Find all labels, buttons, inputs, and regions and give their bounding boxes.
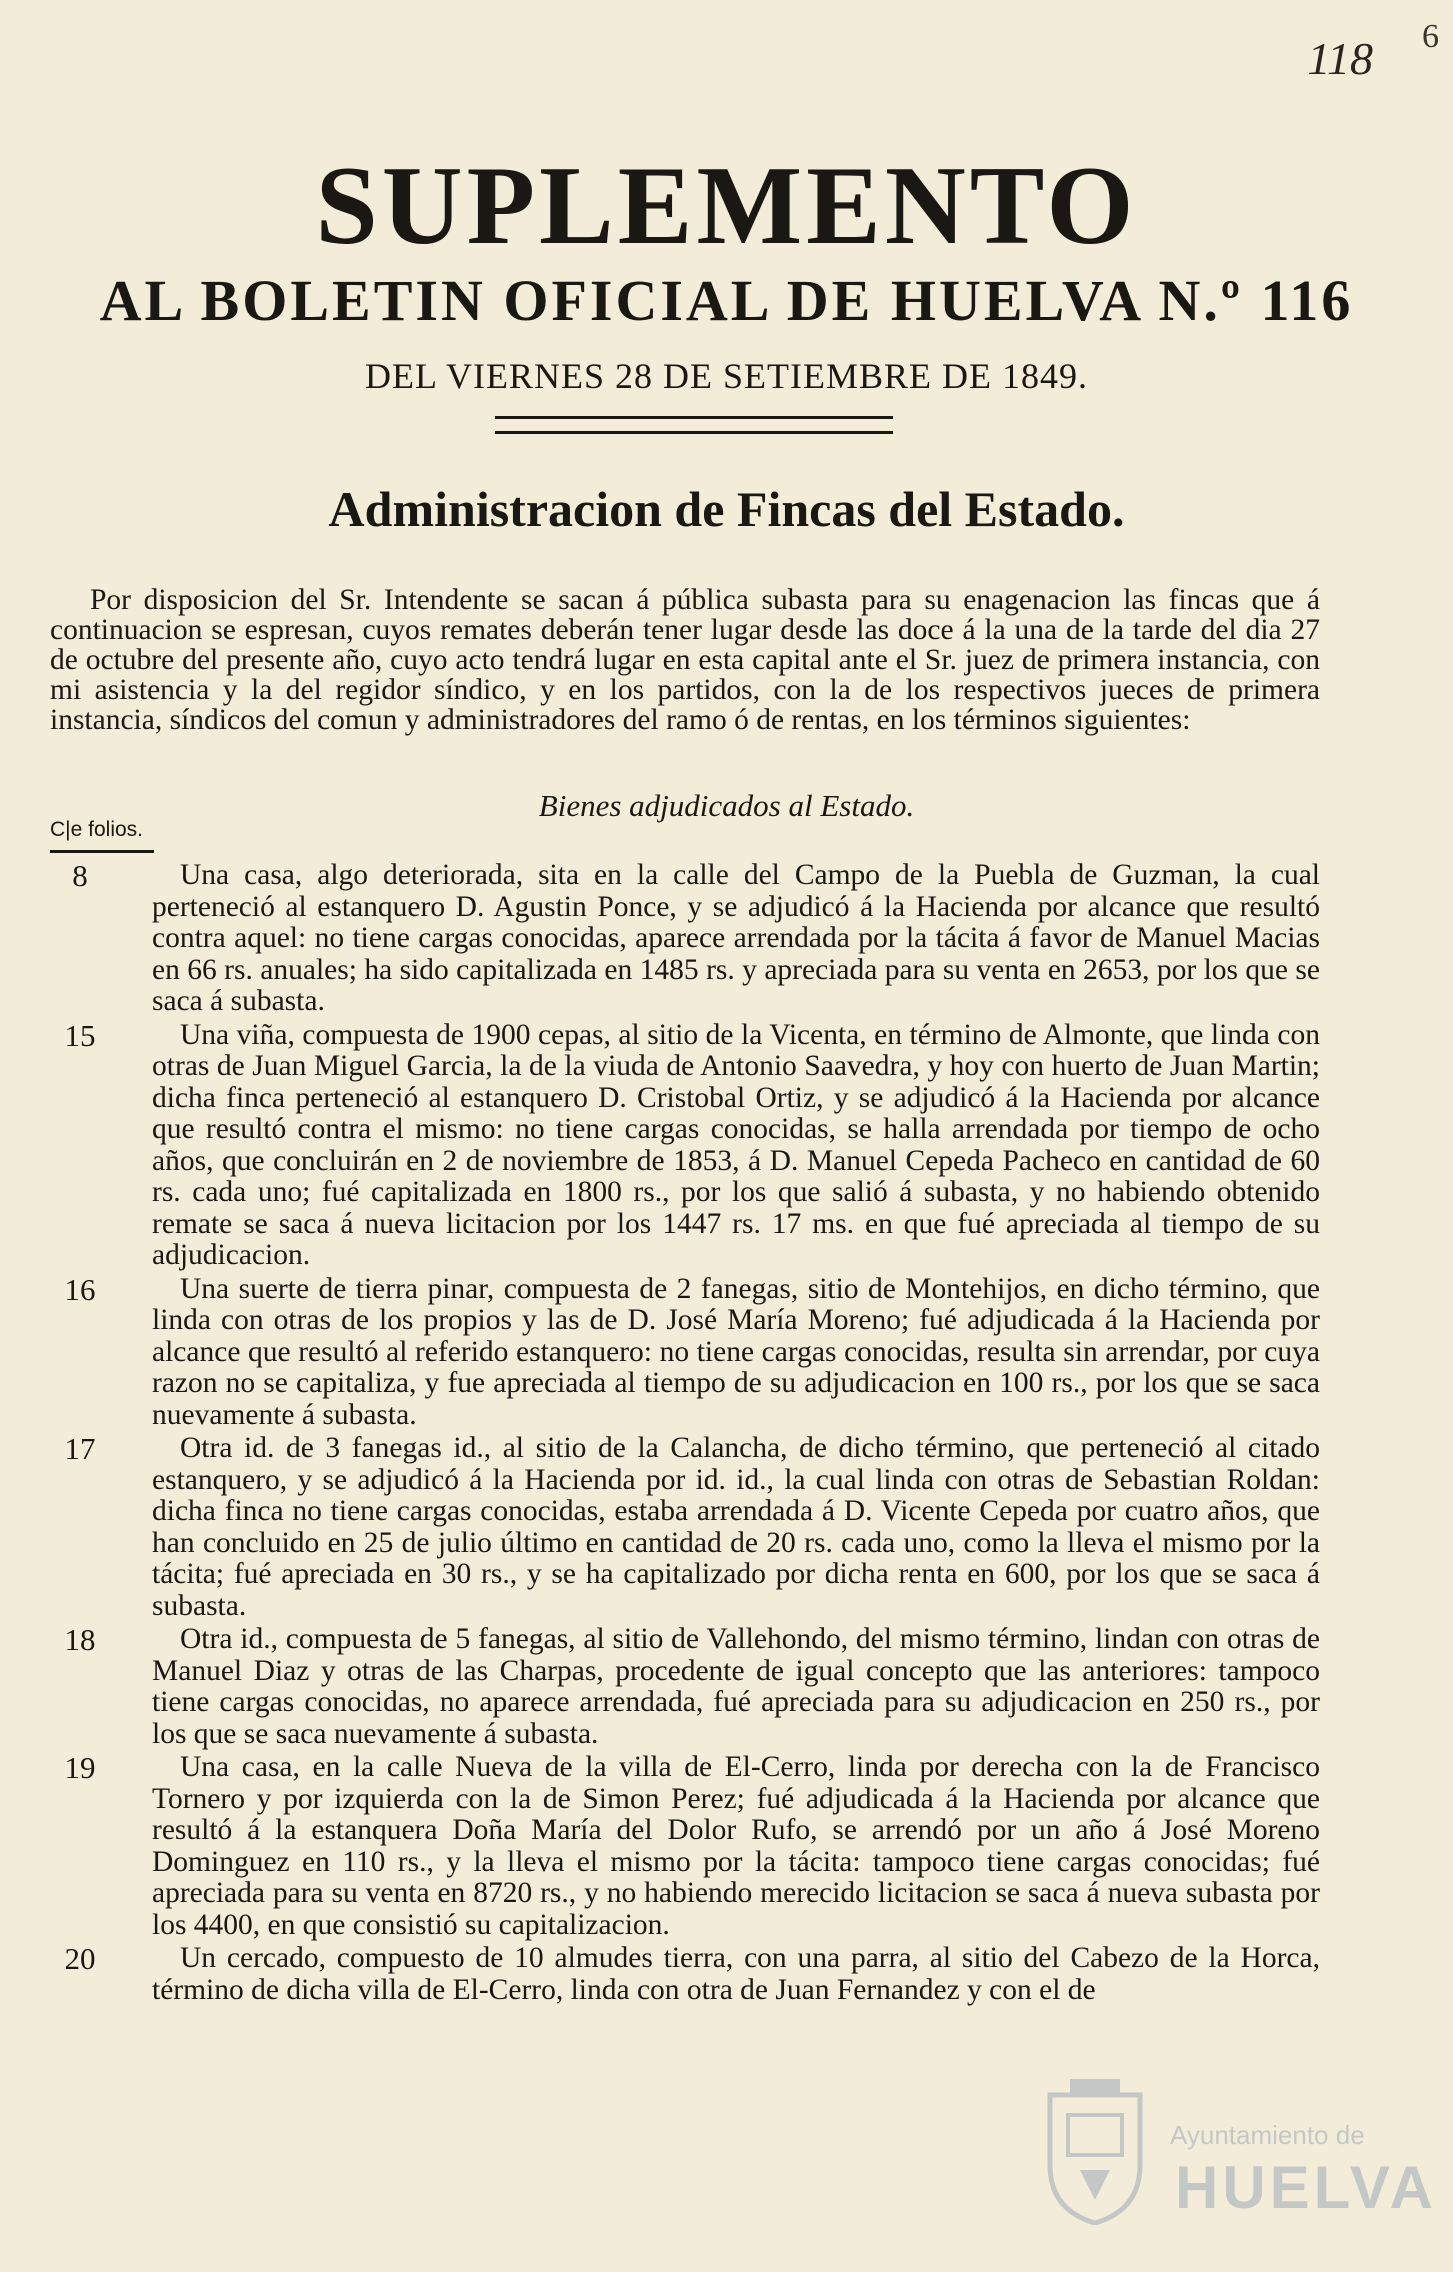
entry-text: Otra id. de 3 fanegas id., al sitio de la Calancha, de dicho término, que perteneció al citado estanquero, y se adjudicó á la Hacienda por id. id., la cual linda con otras de Sebastian Roldan: dicha finca no tiene cargas conocidas, estaba arrendada á D. Vicente Cepeda por cuatro años, que han concluido en 25 de julio último en cantidad de 20 rs. cada uno, como la lleva el mismo por la tácita; fué apreciada en 30 rs., y se ha capitalizado por dicha renta en 600, por los que se saca á subasta. — [152, 1432, 1320, 1622]
folio-number: 18 — [64, 1622, 96, 1657]
folios-rule — [50, 850, 154, 853]
handwritten-page-number: 118 — [1307, 33, 1373, 84]
section-subheading: Bienes adjudicados al Estado. — [538, 788, 915, 823]
entry-text: Una suerte de tierra pinar, compuesta de 2 fanegas, sitio de Montehijos, en dicho término, que linda con otras de los propios y las de D. José María Moreno; fué adjudicada á la Hacienda por alcance que resultó al referido estanquero: no tiene cargas conocidas, resulta sin arrendar, por cuya razon no se capitaliza, y fue apreciada al tiempo de su adjudicacion en 100 rs., por los que se saca nuevamente á subasta. — [152, 1272, 1320, 1431]
list-item — [40, 860, 1320, 1018]
folio-number: 20 — [64, 1941, 96, 1976]
section-title: Administracion de Fincas del Estado. — [328, 481, 1125, 537]
folio-number: 16 — [64, 1271, 96, 1307]
document-subtitle: AL BOLETIN OFICIAL DE HUELVA N.º 116 — [99, 268, 1354, 333]
watermark-line1: Ayuntamiento de — [1170, 2120, 1365, 2150]
list-item — [40, 1271, 1320, 1432]
entry-text: Una casa, en la calle Nueva de la villa de El-Cerro, linda por derecha con la de Francisco Tornero y por izquierda con la de Simon Perez; fué adjudicada á la Hacienda por alcance que resultó á la estanquera Doña María del Dolor Rufo, se arrendó por un año á José Moreno Dominguez en 110 rs., y la lleva el mismo por la tácita: tampoco tiene cargas conocidas; fué apreciada para su venta en 8720 rs., y no habiendo merecido licitacion se saca á nueva subasta por los 4400, en que consistió su capitalizacion. — [152, 1751, 1320, 1941]
entry-text: Una viña, compuesta de 1900 cepas, al sitio de la Vicenta, en término de Almonte, que linda con otras de Juan Miguel Garcia, la de la viuda de Antonio Saavedra, y hoy con huerto de Juan Martin; dicha finca perteneció al estanquero D. Cristobal Ortiz, y se adjudicó á la Hacienda por alcance que resultó contra el mismo: no tiene cargas conocidas, se halla arrendada por tiempo de ocho años, que concluirán en 2 de noviembre de 1853, á D. Manuel Cepeda Pacheco en cantidad de 60 rs. cada uno; fué capitalizada en 1800 rs., por los que salió á subasta, y no habiendo obtenido remate se saca á nueva licitacion por los 1447 rs. 17 ms. en que fué apreciada al tiempo de su adjudicacion. — [152, 1018, 1320, 1271]
property-list — [40, 860, 1320, 2008]
issue-date: DEL VIERNES 28 DE SETIEMBRE DE 1849. — [365, 356, 1088, 396]
entry-text: Una casa, algo deteriorada, sita en la calle del Campo de la Puebla de Guzman, la cual perteneció al estanquero D. Agustin Ponce, y se adjudicó á la Hacienda por alcance que resultó contra aquel: no tiene cargas conocidas, aparece arrendada por la tácita á favor de Manuel Macias en 66 rs. anuales; ha sido capitalizada en 1485 rs. y apreciada para su venta en 2653, por los que se saca á subasta. — [152, 859, 1320, 1017]
folio-number: 15 — [64, 1017, 96, 1053]
list-item — [40, 1433, 1320, 1622]
watermark-line2: HUELVA — [1175, 2154, 1437, 2221]
entry-text: Un cercado, compuesto de 10 almudes tierra, con una parra, al sitio del Cabezo de la Horca, término de dicha villa de El-Cerro, linda con otra de Juan Fernandez y con el de — [152, 1942, 1320, 2006]
list-item — [40, 1752, 1320, 1941]
folio-number: 17 — [64, 1431, 96, 1466]
list-item — [40, 1017, 1320, 1272]
list-item — [40, 1943, 1320, 2006]
entry-text: Otra id., compuesta de 5 fanegas, al sitio de Vallehondo, del mismo término, lindan con otras de Manuel Diaz y otras de las Charpas, procedente de igual concepto que las anteriores: tampoco tiene cargas conocidas, no aparece arrendada, fué apreciada para su adjudicacion en 250 rs., por los que se saca nuevamente á subasta. — [152, 1623, 1320, 1750]
list-item — [40, 1624, 1320, 1750]
document-title: SUPLEMENTO — [315, 144, 1138, 268]
folio-number: 19 — [64, 1750, 96, 1785]
corner-pencil-mark: 6 — [1422, 18, 1439, 55]
intro-paragraph: Por disposicion del Sr. Intendente se sacan á pública subasta para su enagenacion las fincas que á continuacion se espresan, cuyos remates deberán tener lugar desde las doce á la una de la tarde del dia 27 de octubre del presente año, cuyo acto tendrá lugar en esta capital ante el Sr. juez de primera instancia, con mi asistencia y la del regidor síndico, y en los partidos, con la de los respectivos jueces de primera instancia, síndicos del comun y administradores del ramo ó de rentas, en los términos siguientes: — [50, 584, 1320, 736]
title-divider — [495, 416, 893, 434]
watermark — [1040, 2075, 1437, 2235]
folios-column-label: C|e folios. — [50, 818, 143, 841]
city-shield-icon — [1040, 2075, 1150, 2225]
folio-number: 8 — [72, 858, 88, 893]
